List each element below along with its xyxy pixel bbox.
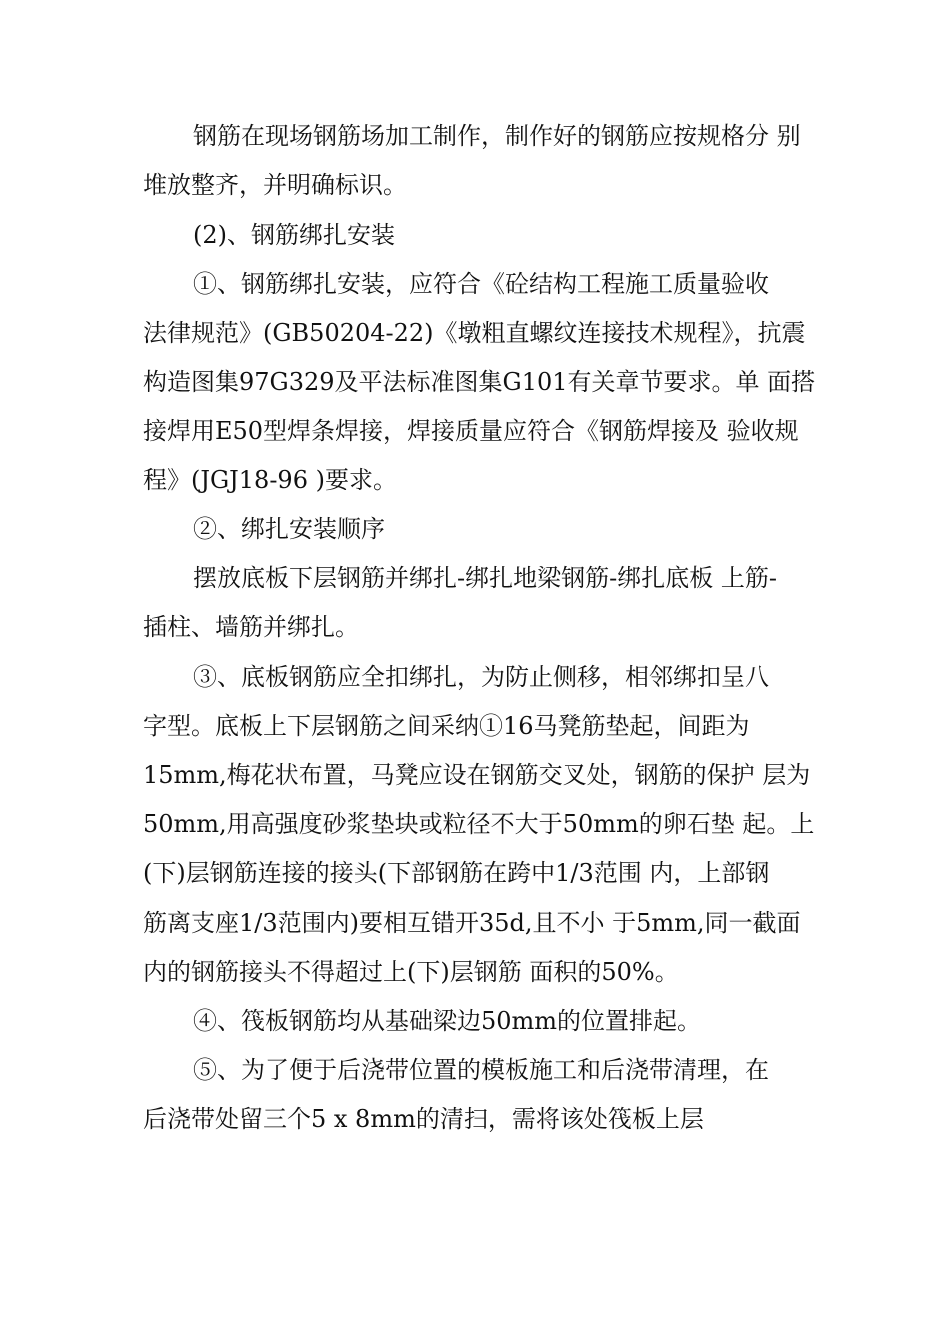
text-line: 程》(JGJ18-96 )要求。 [143, 466, 397, 494]
text-line: 构造图集97G329及平法标准图集G101有关章节要求。单 面搭 [143, 368, 816, 396]
text-line: 摆放底板下层钢筋并绑扎-绑扎地梁钢筋-绑扎底板 上筋- [193, 564, 777, 592]
text-line: 内的钢筋接头不得超过上(下)层钢筋 面积的50%。 [143, 958, 679, 986]
text-line: 钢筋在现场钢筋场加工制作，制作好的钢筋应按规格分 别 [193, 122, 801, 150]
text-line: 50mm,用高强度砂浆垫块或粒径不大于50mm的卵石垫 起。上 [143, 810, 815, 838]
text-line: (下)层钢筋连接的接头(下部钢筋在跨中1/3范围 内，上部钢 [143, 859, 770, 887]
text-line: 堆放整齐，并明确标识。 [143, 171, 407, 199]
text-line: 字型。底板上下层钢筋之间采纳①16马凳筋垫起，间距为 [143, 712, 750, 740]
text-line: 插柱、墙筋并绑扎。 [143, 613, 359, 641]
text-line: ⑤、为了便于后浇带位置的模板施工和后浇带清理，在 [193, 1056, 769, 1084]
text-line: ③、底板钢筋应全扣绑扎，为防止侧移，相邻绑扣呈八 [193, 663, 769, 691]
text-line: 法律规范》(GB50204-22)《墩粗直螺纹连接技术规程》，抗震 [143, 319, 806, 347]
text-line: ①、钢筋绑扎安装，应符合《砼结构工程施工质量验收 [193, 270, 769, 298]
text-line: 筋离支座1/3范围内)要相互错开35d,且不小 于5mm,同一截面 [143, 909, 801, 937]
text-line: ④、筏板钢筋均从基础梁边50mm的位置排起。 [193, 1007, 702, 1035]
text-line: 接焊用E50型焊条焊接，焊接质量应符合《钢筋焊接及 验收规 [143, 417, 799, 445]
text-line: ②、绑扎安装顺序 [193, 515, 385, 543]
text-line: 后浇带处留三个5 x 8mm的清扫，需将该处筏板上层 [143, 1105, 704, 1133]
text-line: (2)、钢筋绑扎安装 [193, 221, 395, 249]
text-line: 15mm,梅花状布置，马凳应设在钢筋交叉处，钢筋的保护 层为 [143, 761, 811, 789]
